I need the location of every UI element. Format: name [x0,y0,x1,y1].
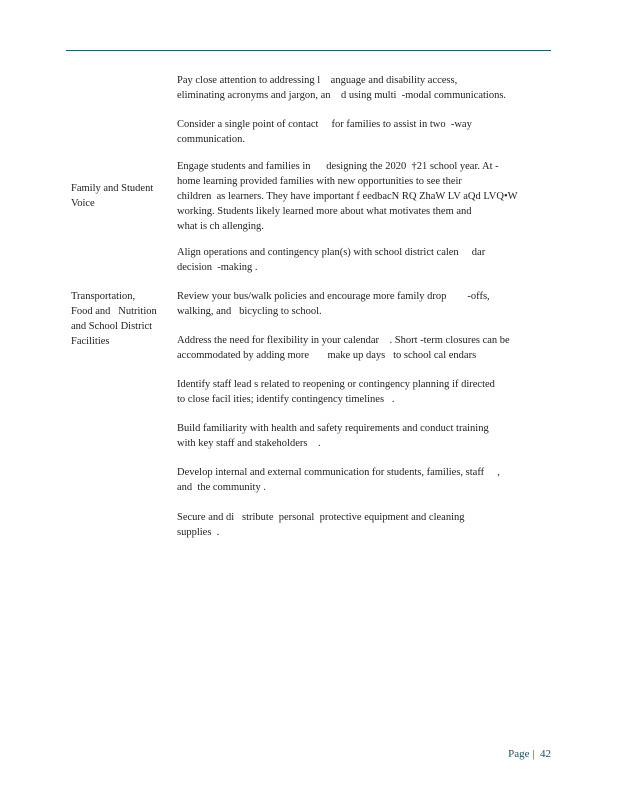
text-line: Build familiarity with health and safety requirements and conduct training [177,423,489,434]
label-line: Food and Nutrition [71,306,157,317]
text-line: Pay close attention to addressing l anguage and disability access, [177,75,458,86]
paragraph-calendar-flexibility [177,333,510,363]
paragraph-engage-families [177,159,518,234]
text-line: supplies . [177,527,220,538]
text-line: Address the need for flexibility in your calendar . Short -term closures can be [177,335,510,346]
paragraph-staff-leads [177,377,495,407]
label-line: Family and Student [71,183,154,194]
text-line: Engage students and families in designing the 2020 †21 school year. At - [177,161,499,172]
header-rule [66,50,551,51]
text-line: walking, and bicycling to school. [177,306,322,317]
row-label-transportation-facilities [71,289,157,349]
text-line: what is ch allenging. [177,221,264,232]
text-line: children as learners. They have important f eedbacN RQ ZhaW LV aQd LVQ•W [177,191,518,202]
paragraph-language-access [177,73,506,103]
text-line: with key staff and stakeholders . [177,438,321,449]
label-line: Voice [71,198,95,209]
paragraph-align-operations [177,245,485,275]
text-line: communication. [177,134,245,145]
text-line: to close facil ities; identify contingency timelines . [177,394,395,405]
page-label: Page | [508,748,535,760]
row-label-family-student-voice [71,181,153,211]
text-line: Identify staff lead s related to reopening or contingency planning if directed [177,379,495,390]
text-line: Develop internal and external communication for students, families, staff , [177,467,500,478]
text-line: decision -making . [177,262,258,273]
paragraph-communication [177,465,500,495]
label-line: and School District [71,321,153,332]
paragraph-ppe [177,510,465,540]
paragraph-health-safety [177,421,489,451]
text-line: Secure and di stribute personal protective equipment and cleaning [177,512,465,523]
page-number: 42 [540,748,551,760]
text-line: Review your bus/walk policies and encourage more family drop -offs, [177,291,490,302]
label-line: Facilities [71,336,110,347]
label-line: Transportation, [71,291,136,302]
text-line: home learning provided families with new opportunities to see their [177,176,462,187]
text-line: accommodated by adding more make up days to school cal endars [177,350,477,361]
paragraph-bus-walk-policies [177,289,490,319]
paragraph-single-contact [177,117,472,147]
text-line: Consider a single point of contact for families to assist in two -way [177,119,472,130]
text-line: working. Students likely learned more about what motivates them and [177,206,472,217]
text-line: and the community . [177,482,266,493]
text-line: eliminating acronyms and jargon, an d using multi -modal communications. [177,90,507,101]
page-footer [508,748,551,760]
text-line: Align operations and contingency plan(s) with school district calen dar [177,247,486,258]
